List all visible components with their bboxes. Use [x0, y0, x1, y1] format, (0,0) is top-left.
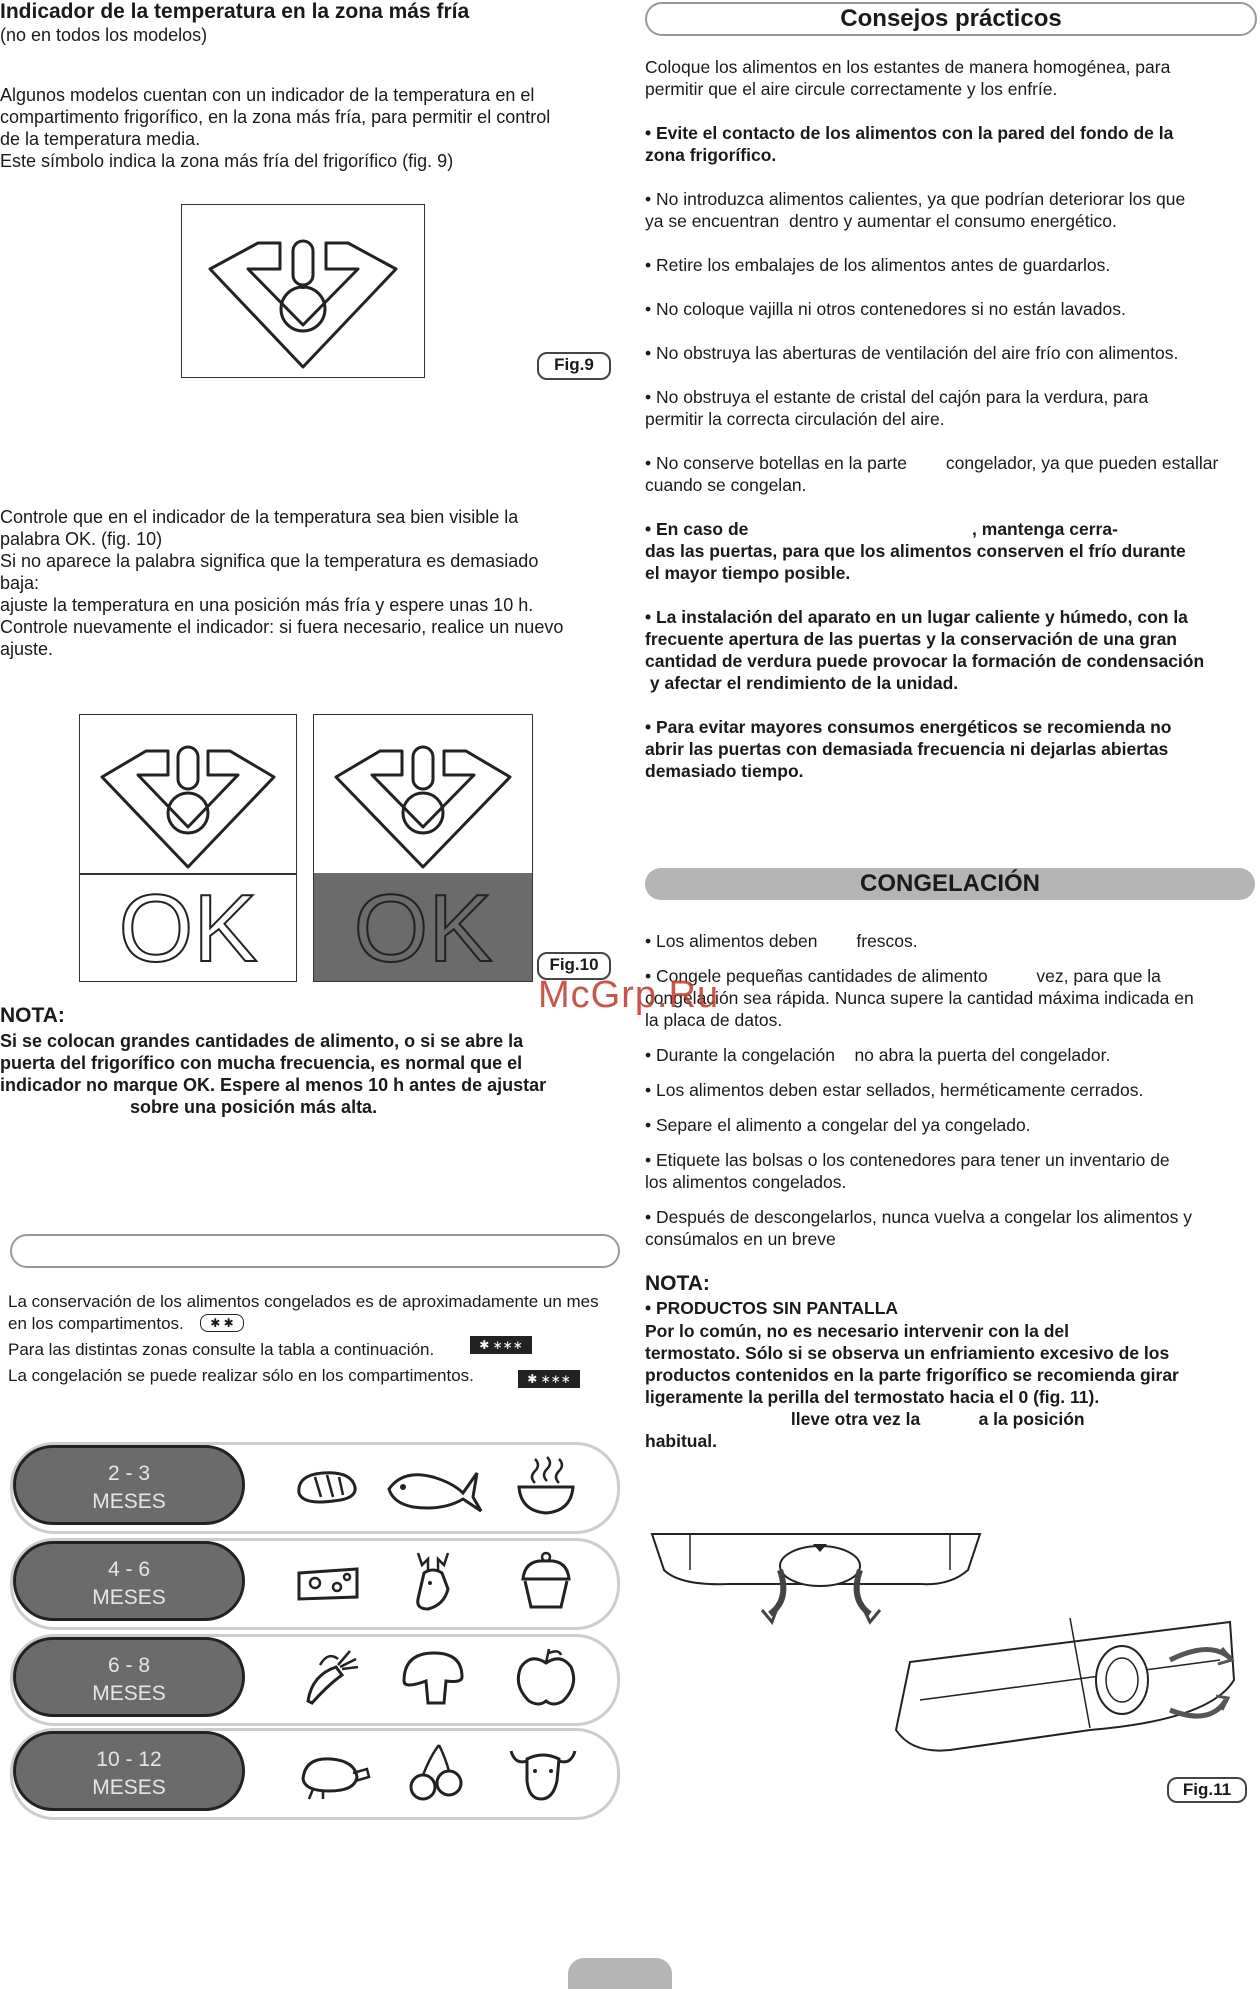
fig10-label: Fig.10 [537, 952, 611, 980]
text-line: permitir la correcta circulación del aire. [645, 409, 945, 429]
section-title-temperature: Indicador de la temperatura en la zona más fría [0, 0, 470, 23]
text-line: • Los alimentos deben estar sellados, herméticamente cerrados. [645, 1080, 1144, 1100]
consejo-item [645, 254, 1260, 276]
control-paragraph [0, 506, 620, 660]
fish-icon [383, 1453, 483, 1517]
text-line: • Separe el alimento a congelar del ya congelado. [645, 1115, 1031, 1135]
storage-row [10, 1634, 620, 1726]
star-badge-2: ✱ ✱ [200, 1314, 244, 1332]
text-line: Controle nuevamente el indicador: si fuera necesario, realice un nuevo [0, 617, 564, 637]
intro-paragraph [0, 84, 620, 172]
text-line: La congelación se puede realizar sólo en los compartimentos. [8, 1366, 474, 1385]
fig11-label: Fig.11 [1167, 1777, 1247, 1803]
star-badge-4: ✱ ∗∗∗ [470, 1336, 532, 1354]
text-line: Si se colocan grandes cantidades de alimento, o si se abre la [0, 1031, 524, 1051]
consejos-heading: Consejos prácticos [645, 2, 1257, 36]
text-line: lleve otra vez la a la posición [645, 1409, 1085, 1429]
text-line: cuando se congelan. [645, 475, 807, 495]
text-line: los alimentos congelados. [645, 1172, 847, 1192]
text-line: La conservación de los alimentos congelados es de aproximadamente un mes [8, 1292, 599, 1311]
text-line: • No introduzca alimentos calientes, ya que podrían deteriorar los que [645, 189, 1186, 209]
consejo-item [645, 342, 1260, 364]
text-line: • Los alimentos deben frescos. [645, 931, 918, 951]
months-unit: MESES [92, 1586, 166, 1609]
text-line: indicador no marque OK. Espere al menos 10 h antes de ajustar [0, 1075, 547, 1095]
months-unit: MESES [92, 1776, 166, 1799]
text-line: baja: [0, 573, 40, 593]
vegetables-icon [298, 1645, 368, 1709]
text-line: • Evite el contacto de los alimentos con la pared del fondo de la [645, 123, 1174, 143]
text-line: demasiado tiempo. [645, 761, 804, 781]
text-line: consúmalos en un breve [645, 1229, 836, 1249]
nota-title: NOTA: [0, 1004, 65, 1027]
text-line: • Para evitar mayores consumos energéticos se recomienda no [645, 717, 1172, 737]
text-line: zona frigorífico. [645, 145, 777, 165]
fig9-label: Fig.9 [537, 352, 611, 380]
text-line: • No obstruya el estante de cristal del cajón para la verdura, para [645, 387, 1149, 407]
nota-subtitle: • PRODUCTOS SIN PANTALLA [645, 1298, 899, 1318]
text-line: de la temperatura media. [0, 129, 201, 149]
text-line: ajuste. [0, 639, 54, 659]
text-line: ligeramente la perilla del termostato hacia el 0 (fig. 11). [645, 1387, 1100, 1407]
text-line: habitual. [645, 1431, 717, 1451]
text-line: ya se encuentran dentro y aumentar el consumo energético. [645, 211, 1117, 231]
text-line: Algunos modelos cuentan con un indicador de la temperatura en el [0, 85, 535, 105]
mushroom-icon [398, 1645, 468, 1709]
deer-icon [398, 1549, 468, 1613]
congelacion-item [645, 1149, 1260, 1193]
cow-icon [503, 1739, 583, 1803]
congelacion-item [645, 1114, 1260, 1136]
text-line: frecuente apertura de las puertas y la conservación de una gran [645, 629, 1177, 649]
months-label [13, 1445, 245, 1525]
consejo-item [645, 188, 1260, 232]
text-line: • La instalación del aparato en un lugar caliente y húmedo, con la [645, 607, 1188, 627]
storage-row [10, 1442, 620, 1534]
bread-icon [293, 1453, 363, 1517]
congelacion-item [645, 930, 1260, 952]
nota-title-right: NOTA: [645, 1272, 710, 1295]
months-range: 10 - 12 [96, 1748, 162, 1771]
cupcake-icon [511, 1549, 581, 1613]
text-line: el mayor tiempo posible. [645, 563, 851, 583]
coldest-zone-icon [182, 205, 424, 377]
text-line: cantidad de verdura puede provocar la formación de condensación [645, 651, 1205, 671]
watermark: McGrp.Ru [538, 974, 720, 1016]
consejo-item [645, 386, 1260, 430]
ok-text: OK [353, 875, 493, 982]
soup-bowl-icon [511, 1453, 581, 1517]
section-subtitle: (no en todos los modelos) [0, 25, 208, 45]
text-line: permitir que el aire circule correctamente y los enfríe. [645, 79, 1058, 99]
months-range: 2 - 3 [107, 1462, 151, 1485]
months-label [13, 1541, 245, 1621]
text-line: sobre una posición más alta. [130, 1097, 378, 1117]
congelacion-heading: CONGELACIÓN [645, 868, 1255, 900]
text-line: ajuste la temperatura en una posición más fría y espere unas 10 h. [0, 595, 534, 615]
fig10-indicator-ok-visible [79, 714, 297, 982]
text-line: Si no aparece la palabra significa que la temperatura es demasiado [0, 551, 539, 571]
text-line: Controle que en el indicador de la temperatura sea bien visible la [0, 507, 519, 527]
text-line: • Durante la congelación no abra la puerta del congelador. [645, 1045, 1111, 1065]
months-range: 4 - 6 [107, 1558, 151, 1581]
apple-icon [511, 1645, 581, 1709]
cherries-icon [403, 1739, 473, 1803]
text-line: palabra OK. (fig. 10) [0, 529, 163, 549]
consejo-item [645, 518, 1260, 584]
ok-text: OK [118, 875, 258, 982]
text-line: • Etiquete las bolsas o los contenedores para tener un inventario de [645, 1150, 1170, 1170]
months-label [13, 1637, 245, 1717]
text-line: la placa de datos. [645, 1010, 783, 1030]
text-line: Por lo común, no es necesario intervenir con la del [645, 1321, 1070, 1341]
star-badge-4: ✱ ∗∗∗ [518, 1370, 580, 1388]
coldest-zone-icon [80, 715, 296, 875]
text-line: • No obstruya las aberturas de ventilación del aire frío con alimentos. [645, 343, 1179, 363]
text-line: compartimento frigorífico, en la zona más fría, para permitir el control [0, 107, 551, 127]
months-range: 6 - 8 [107, 1654, 151, 1677]
text-line: • Retire los embalajes de los alimentos antes de guardarlos. [645, 255, 1111, 275]
storage-row [10, 1538, 620, 1630]
page-number-pill [568, 1958, 672, 1989]
congelacion-item [645, 1044, 1260, 1066]
consejo-item [645, 122, 1260, 166]
consejo-item [645, 298, 1260, 320]
congelacion-item [645, 1206, 1260, 1250]
consejo-item [645, 452, 1260, 496]
months-label [13, 1731, 245, 1811]
text-line: • Después de descongelarlos, nunca vuelva a congelar los alimentos y [645, 1207, 1193, 1227]
text-line: • En caso de , mantenga cerra- [645, 519, 1118, 539]
coldest-zone-icon [314, 715, 532, 875]
nota-paragraph [0, 1030, 620, 1118]
text-line: das las puertas, para que los alimentos conserven el frío durante [645, 541, 1186, 561]
consejo-item [645, 716, 1260, 782]
fig10-indicator-ok-dark [313, 714, 533, 982]
fig9-coldest-zone-symbol [181, 204, 425, 378]
text-line: en los compartimentos. [8, 1314, 184, 1333]
cheese-icon [293, 1549, 363, 1613]
congelacion-item [645, 965, 1260, 1031]
congelacion-paragraphs [645, 930, 1260, 1263]
consejos-paragraphs [645, 56, 1260, 804]
storage-row [10, 1728, 620, 1820]
text-line: Este símbolo indica la zona más fría del frigorífico (fig. 9) [0, 151, 454, 171]
text-line: • No conserve botellas en la parte congelador, ya que pueden estallar [645, 453, 1219, 473]
text-line: Para las distintas zonas consulte la tabla a continuación. [8, 1340, 435, 1359]
congelacion-item [645, 1079, 1260, 1101]
text-line: termostato. Sólo si se observa un enfriamiento excesivo de los [645, 1343, 1170, 1363]
text-line: Coloque los alimentos en los estantes de manera homogénea, para [645, 57, 1171, 77]
text-line: y afectar el rendimiento de la unidad. [645, 673, 959, 693]
chicken-icon [293, 1739, 373, 1803]
text-line: puerta del frigorífico con mucha frecuencia, es normal que el [0, 1053, 523, 1073]
conservation-heading-pill [10, 1234, 620, 1268]
fig11-thermostat-illustration [650, 1530, 1240, 1780]
months-unit: MESES [92, 1682, 166, 1705]
text-line: congelación sea rápida. Nunca supere la cantidad máxima indicada en [645, 988, 1194, 1008]
consejo-item [645, 56, 1260, 100]
text-line: productos contenidos en la parte frigorífico se recomienda girar [645, 1365, 1179, 1385]
consejo-item [645, 606, 1260, 694]
text-line: • Congele pequeñas cantidades de alimento vez, para que la [645, 966, 1161, 986]
nota-paragraph-right [645, 1320, 1260, 1452]
text-line: abrir las puertas con demasiada frecuencia ni dejarlas abiertas [645, 739, 1169, 759]
text-line: • No coloque vajilla ni otros contenedores si no están lavados. [645, 299, 1126, 319]
months-unit: MESES [92, 1490, 166, 1513]
